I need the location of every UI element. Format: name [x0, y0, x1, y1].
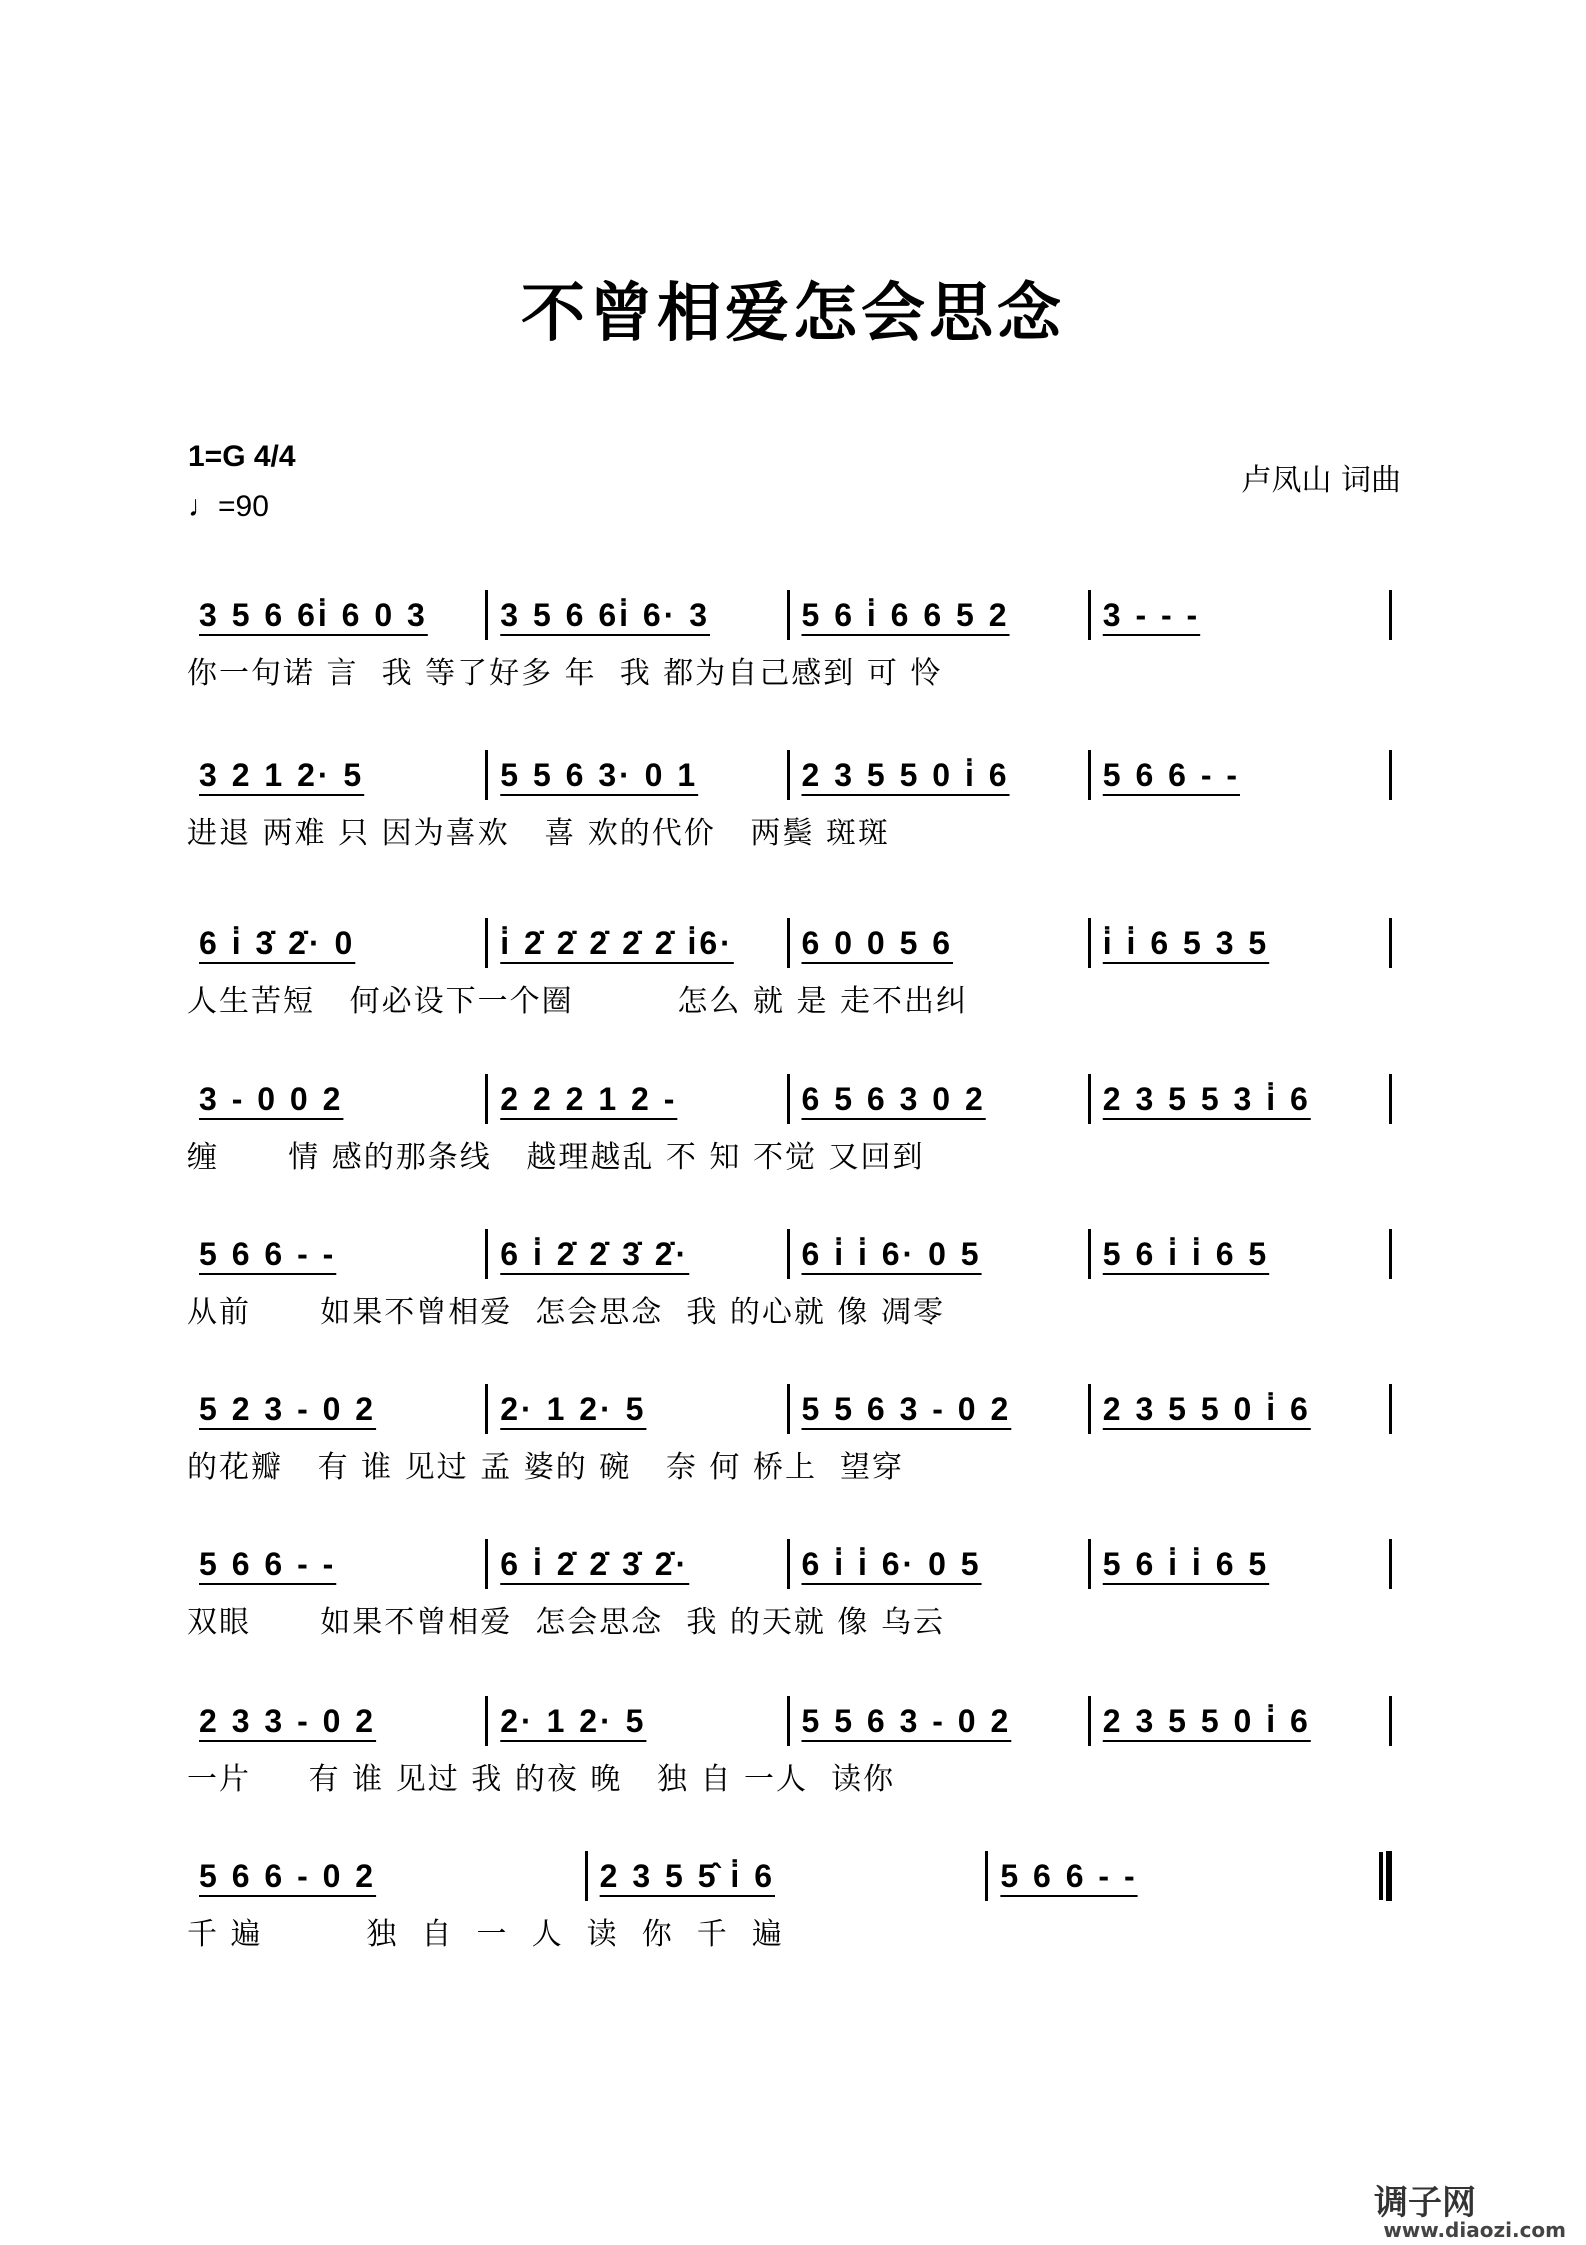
measure: 2· 1 2· 5 [500, 1390, 647, 1427]
measure: 2 3 5 5 3 i̇ 6 [1102, 1080, 1311, 1117]
notes-row [187, 1229, 1392, 1279]
lyrics: 从前 如果不曾相爱 怎会思念 我 的心就 像 凋零 [187, 1295, 945, 1330]
measure: 3 - 0 0 2 [199, 1080, 344, 1117]
measure: i̇ 2̇ 2̇ 2̇ 2̇ 2̇ i̇6· [500, 924, 734, 961]
measure: 3 2 1 2· 5 [199, 756, 365, 793]
barline [1389, 1229, 1392, 1279]
notes-row [187, 918, 1392, 968]
lyrics: 的花瓣 有 谁 见过 孟 婆的 碗 奈 何 桥上 望穿 [187, 1450, 905, 1485]
author-credit: 卢凤山 词曲 [1241, 463, 1401, 498]
measure: 5 6 6 - - [199, 1545, 337, 1582]
measure: 5 6 6 - - [1102, 756, 1241, 793]
staff-line [187, 1851, 1392, 1953]
staff-line [187, 1384, 1392, 1486]
notes-row [187, 1384, 1392, 1434]
barline [1389, 590, 1392, 640]
staff-line [187, 918, 1392, 1020]
notes-row [187, 1074, 1392, 1124]
measure: 3 5 6 6i̇ 6· 3 [500, 596, 711, 633]
lyrics: 双眼 如果不曾相爱 怎会思念 我 的天就 像 乌云 [187, 1605, 945, 1640]
staff-line [187, 1229, 1392, 1331]
measure: 5 6 6 - 0 2 [199, 1857, 377, 1894]
measure: 6 i̇ i̇ 6· 0 5 [801, 1545, 982, 1582]
barline [1389, 1074, 1392, 1124]
measure: 5 2 3 - 0 2 [199, 1390, 377, 1427]
notes-row [187, 1851, 1392, 1901]
staff-line [187, 1539, 1392, 1641]
barline [1389, 750, 1392, 800]
staff-line [187, 1696, 1392, 1798]
measure: 5 6 i̇ i̇ 6 5 [1102, 1545, 1270, 1582]
measure: 5 5 6 3 - 0 2 [801, 1390, 1012, 1427]
site-url: www.diaozi.com [1383, 2218, 1566, 2242]
measure: 5 6 i̇ 6 6 5 2 [801, 596, 1010, 633]
notes-row [187, 1539, 1392, 1589]
lyrics: 一片 有 谁 见过 我 的夜 晚 独 自 一人 读你 [187, 1762, 896, 1797]
notes-row [187, 590, 1392, 640]
final-barline [1386, 1851, 1392, 1901]
site-logo: 调子网 [1374, 2183, 1476, 2223]
tempo-marking: ♩=90 [188, 490, 269, 523]
measure: 3 - - - [1102, 596, 1201, 633]
measure: 3 5 6 6i̇ 6 0 3 [199, 596, 428, 633]
lyrics: 缠 情 感的那条线 越理越乱 不 知 不觉 又回到 [187, 1140, 925, 1175]
measure: 5 5 6 3 - 0 2 [801, 1702, 1012, 1739]
barline [1389, 1696, 1392, 1746]
measure: 5 6 i̇ i̇ 6 5 [1102, 1235, 1270, 1272]
measure: 6 i̇ 3̇ 2̇· 0 [199, 924, 356, 961]
notes-row [187, 750, 1392, 800]
lyrics: 千 遍 独 自 一 人 读 你 千 遍 [187, 1917, 784, 1952]
measure: 5 5 6 3· 0 1 [500, 756, 699, 793]
measure: 2 2 2 1 2 - [500, 1080, 678, 1117]
measure: i̇ i̇ 6 5 3 5 [1102, 924, 1270, 961]
barline [1389, 1539, 1392, 1589]
key-signature: 1=G 4/4 [188, 440, 296, 473]
measure: 5 6 6 - - [199, 1235, 337, 1272]
staff-line [187, 750, 1392, 852]
measure: 6 i̇ 2̇ 2̇ 3̇ 2̇· [500, 1235, 690, 1272]
measure: 6 5 6 3 0 2 [801, 1080, 986, 1117]
measure: 2 3 5 5̂ i̇ 6 [599, 1857, 775, 1894]
measure: 2 3 3 - 0 2 [199, 1702, 377, 1739]
measure: 6 0 0 5 6 [801, 924, 954, 961]
measure: 5 6 6 - - [1000, 1857, 1138, 1894]
song-title: 不曾相爱怎会思念 [521, 276, 1065, 351]
barline [1389, 918, 1392, 968]
measure: 2 3 5 5 0 i̇ 6 [1102, 1390, 1311, 1427]
barline [1389, 1384, 1392, 1434]
measure: 2 3 5 5 0 i̇ 6 [1102, 1702, 1311, 1739]
measure: 2· 1 2· 5 [500, 1702, 647, 1739]
staff-line [187, 1074, 1392, 1176]
measure: 2 3 5 5 0 i̇ 6 [801, 756, 1010, 793]
notes-row [187, 1696, 1392, 1746]
lyrics: 人生苦短 何必设下一个圈 怎么 就 是 走不出纠 [187, 984, 969, 1019]
measure: 6 i̇ i̇ 6· 0 5 [801, 1235, 982, 1272]
staff-line [187, 590, 1392, 692]
measure: 6 i̇ 2̇ 2̇ 3̇ 2̇· [500, 1545, 690, 1582]
lyrics: 你一句诺 言 我 等了好多 年 我 都为自己感到 可 怜 [187, 656, 943, 691]
lyrics: 进退 两难 只 因为喜欢 喜 欢的代价 两鬓 斑斑 [187, 816, 890, 851]
